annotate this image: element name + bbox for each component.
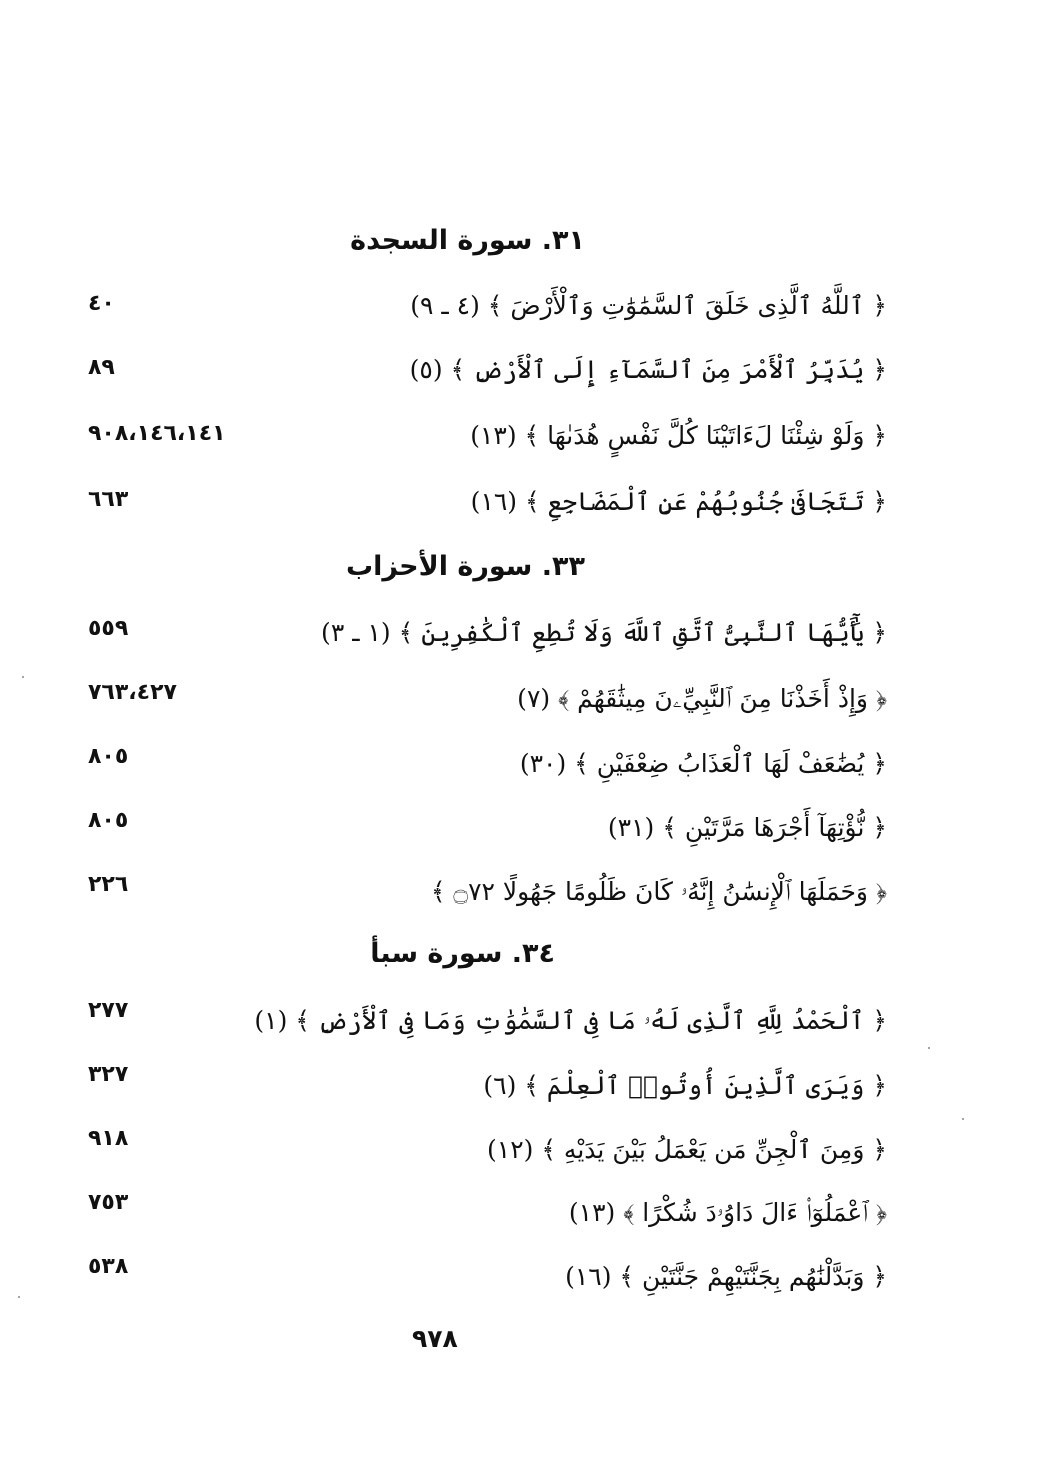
verse-text: ﴿ ٱللَّهُ ٱلَّذِى خَلَقَ ٱلسَّمَٰوَٰتِ وَٱلْأَرْضَ ﴾ (٤ ـ ٩) (410, 291, 887, 320)
verse-text: ﴿ يَٰٓأَيُّهَا ٱلنَّبِىُّ ٱتَّقِ ٱللَّهَ وَلَا تُطِعِ ٱلْكَٰفِرِينَ ﴾ (١ ـ ٣) (321, 618, 887, 647)
page-reference: ٥٥٩ (88, 616, 129, 641)
page-reference: ٩١٨ (88, 1126, 129, 1151)
verse-text: ﴿ وَلَوْ شِئْنَا لَءَاتَيْنَا كُلَّ نَفْسٍ هُدَىٰهَا ﴾ (١٣) (470, 421, 887, 450)
surah-heading: ٣٤. سورة سبأ (370, 938, 555, 969)
verse-text: ﴿ ٱعْمَلُوٓا۟ ءَالَ دَاوُۥدَ شُكْرًا ﴾ (١٣) (568, 1198, 887, 1227)
scan-speck (18, 1296, 20, 1298)
verse-text: ﴿ يُضَٰعَفْ لَهَا ٱلْعَذَابُ ضِعْفَيْنِ ﴾ (٣٠) (519, 749, 887, 778)
verse-text: ﴿ وَبَدَّلْنَٰهُم بِجَنَّتَيْهِمْ جَنَّتَيْنِ ﴾ (١٦) (565, 1262, 887, 1291)
page-reference: ٤٠ (88, 291, 115, 316)
scan-speck (22, 676, 24, 678)
page-reference: ٧٦٣،٤٢٧ (88, 680, 177, 705)
page-reference: ٧٥٣ (88, 1190, 129, 1215)
page-reference: ٦٦٣ (88, 487, 129, 512)
page-reference: ٨٩ (88, 355, 115, 380)
verse-text: ﴿ يُدَبِّرُ ٱلْأَمْرَ مِنَ ٱلسَّمَآءِ إِلَى ٱلْأَرْضِ ﴾ (٥) (409, 355, 887, 384)
page-reference: ٨٠٥ (88, 744, 129, 769)
verse-text: ﴿ وَيَرَى ٱلَّذِينَ أُوتُوا۟ ٱلْعِلْمَ ﴾ (٦) (483, 1071, 887, 1100)
page-reference: ٩٠٨،١٤٦،١٤١ (88, 421, 226, 446)
scan-speck (928, 1047, 930, 1049)
page-reference: ٢٧٧ (88, 998, 129, 1023)
surah-heading: ٣٣. سورة الأحزاب (346, 551, 585, 582)
verse-text: ﴿ ٱلْحَمْدُ لِلَّهِ ٱلَّذِى لَهُۥ مَا فِى ٱلسَّمَٰوَٰتِ وَمَا فِى ٱلْأَرْضِ ﴾ (١) (254, 1006, 887, 1035)
verse-text: ﴿ وَمِنَ ٱلْجِنِّ مَن يَعْمَلُ بَيْنَ يَدَيْهِ ﴾ (١٢) (487, 1135, 887, 1164)
surah-heading: ٣١. سورة السجدة (350, 225, 585, 256)
verse-text: ﴿ نُّؤْتِهَآ أَجْرَهَا مَرَّتَيْنِ ﴾ (٣١) (607, 813, 887, 842)
page-reference: ٨٠٥ (88, 808, 129, 833)
verse-text: ﴿ تَتَجَافَىٰ جُنُوبُهُمْ عَنِ ٱلْمَضَاجِعِ ﴾ (١٦) (470, 487, 887, 516)
page-number: ٩٧٨ (412, 1324, 458, 1353)
verse-text: ﴿ وَحَمَلَهَا ٱلْإِنسَٰنُ إِنَّهُۥ كَانَ ظَلُومًا جَهُولًا ۝٧٢ ﴾ (430, 877, 887, 906)
page-reference: ٢٢٦ (88, 872, 129, 897)
page-reference: ٣٢٧ (88, 1062, 129, 1087)
verse-text: ﴿ وَإِذْ أَخَذْنَا مِنَ ٱلنَّبِيِّۦنَ مِيثَٰقَهُمْ ﴾ (٧) (517, 684, 887, 713)
page-reference: ٥٣٨ (88, 1254, 129, 1279)
scan-speck (962, 1118, 964, 1120)
